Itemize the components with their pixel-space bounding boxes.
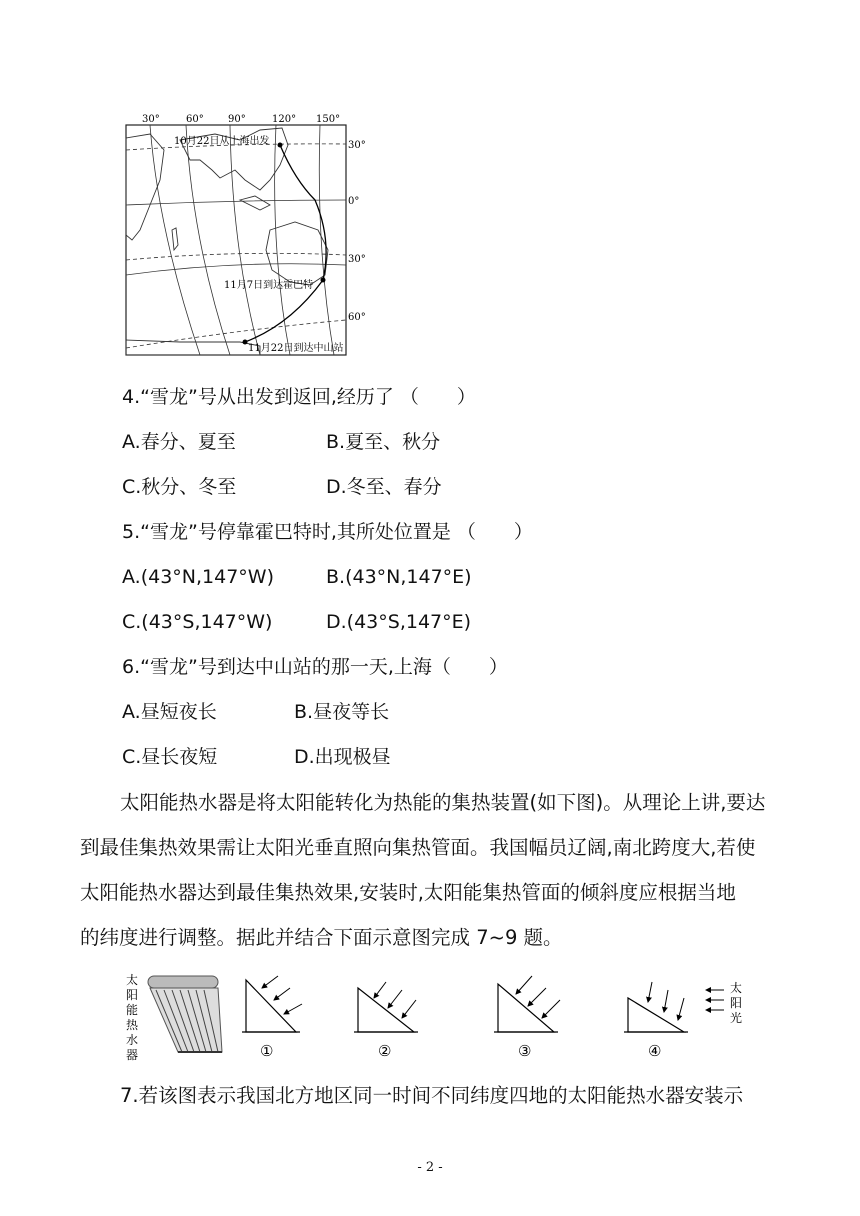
passage-line-4: 的纬度进行调整。据此并结合下面示意图完成 7~9 题。 [80, 926, 563, 949]
q4-option-c: C.秋分、冬至 [122, 476, 237, 498]
q5-option-c: C.(43°S,147°W) [122, 611, 273, 633]
heater-label-3: 能 [126, 1003, 139, 1017]
heater-label-6: 器 [126, 1048, 139, 1062]
q5-option-b: B.(43°N,147°E) [326, 566, 472, 588]
lat-label-30s: 30° [348, 254, 366, 265]
panel-3-label: ③ [518, 1042, 532, 1060]
hobart-point [321, 278, 326, 283]
map-frame [126, 125, 346, 355]
lon-label-30: 30° [142, 114, 160, 125]
latitude-line [126, 264, 346, 275]
panel-1-label: ① [260, 1042, 274, 1060]
island [240, 196, 270, 210]
passage-line-1: 太阳能热水器是将太阳能转化为热能的集热装置(如下图)。从理论上讲,要达 [120, 791, 766, 814]
q5-stem: 5.“雪龙”号停靠霍巴特时,其所处位置是 （ ） [122, 521, 533, 543]
africa-landmass [126, 134, 164, 240]
q5-option-a: A.(43°N,147°W) [122, 566, 275, 588]
lat-label-0: 0° [348, 196, 360, 207]
lon-label-150: 150° [316, 114, 341, 125]
q6-option-b: B.昼夜等长 [294, 701, 390, 723]
voyage-route-map [120, 110, 366, 360]
q7-stem: 7.若该图表示我国北方地区同一时间不同纬度四地的太阳能热水器安装示 [120, 1084, 744, 1107]
meridian [186, 125, 230, 355]
solar-heater-picture [148, 976, 222, 1052]
zhongshan-point [243, 340, 248, 345]
q4-stem: 4.“雪龙”号从出发到返回,经历了 （ ） [122, 386, 476, 408]
lat-label-30n: 30° [348, 140, 366, 151]
voyage-route [245, 145, 326, 342]
meridian [230, 125, 260, 355]
lat-label-60s: 60° [348, 312, 366, 323]
q6-option-a: A.昼短夜长 [122, 701, 217, 723]
panel-4-label: ④ [648, 1042, 662, 1060]
q4-option-b: B.夏至、秋分 [326, 431, 441, 453]
panel-4-diagram [624, 982, 688, 1032]
heater-label-4: 热 [126, 1018, 139, 1032]
q4-option-a: A.春分、夏至 [122, 431, 236, 453]
page-number: - 2 - [417, 1160, 443, 1175]
panel-2-diagram [354, 982, 418, 1032]
light-label-3: 光 [730, 1011, 743, 1025]
madagascar [172, 228, 178, 250]
light-label-2: 阳 [730, 996, 743, 1010]
panel-1-diagram [242, 976, 302, 1032]
passage-line-3: 太阳能热水器达到最佳集热效果,安装时,太阳能集热管面的倾斜度应根据当地 [80, 881, 736, 904]
meridian [150, 125, 200, 355]
lon-label-90: 90° [228, 114, 246, 125]
hobart-annotation: 11月7日到达霍巴特 [224, 280, 314, 291]
zhongshan-annotation: 11月22日到达中山站 [248, 343, 344, 354]
lon-label-60: 60° [186, 114, 204, 125]
light-label-1: 太 [730, 981, 743, 995]
equator [126, 200, 346, 205]
panel-2-label: ② [378, 1042, 392, 1060]
tropic-of-capricorn [126, 253, 346, 260]
q6-option-c: C.昼长夜短 [122, 746, 218, 768]
sunlight-arrows [706, 990, 724, 1010]
q6-option-d: D.出现极昼 [294, 746, 391, 768]
depart-annotation: 10月22日从上海出发 [174, 136, 270, 147]
q6-stem: 6.“雪龙”号到达中山站的那一天,上海（ ） [122, 656, 508, 678]
q5-option-d: D.(43°S,147°E) [326, 611, 472, 633]
solar-heater-diagram [118, 968, 758, 1064]
antarctica-landmass [126, 340, 260, 355]
heater-label-1: 太 [126, 973, 139, 987]
heater-label-5: 水 [126, 1033, 139, 1047]
lon-label-120: 120° [272, 114, 297, 125]
passage-line-2: 到最佳集热效果需让太阳光垂直照向集热管面。我国幅员辽阔,南北跨度大,若使 [80, 836, 756, 859]
shanghai-point [278, 143, 283, 148]
meridian [319, 125, 334, 355]
q4-option-d: D.冬至、春分 [326, 476, 442, 498]
heater-label-2: 阳 [126, 988, 139, 1002]
panel-3-diagram [494, 976, 560, 1032]
